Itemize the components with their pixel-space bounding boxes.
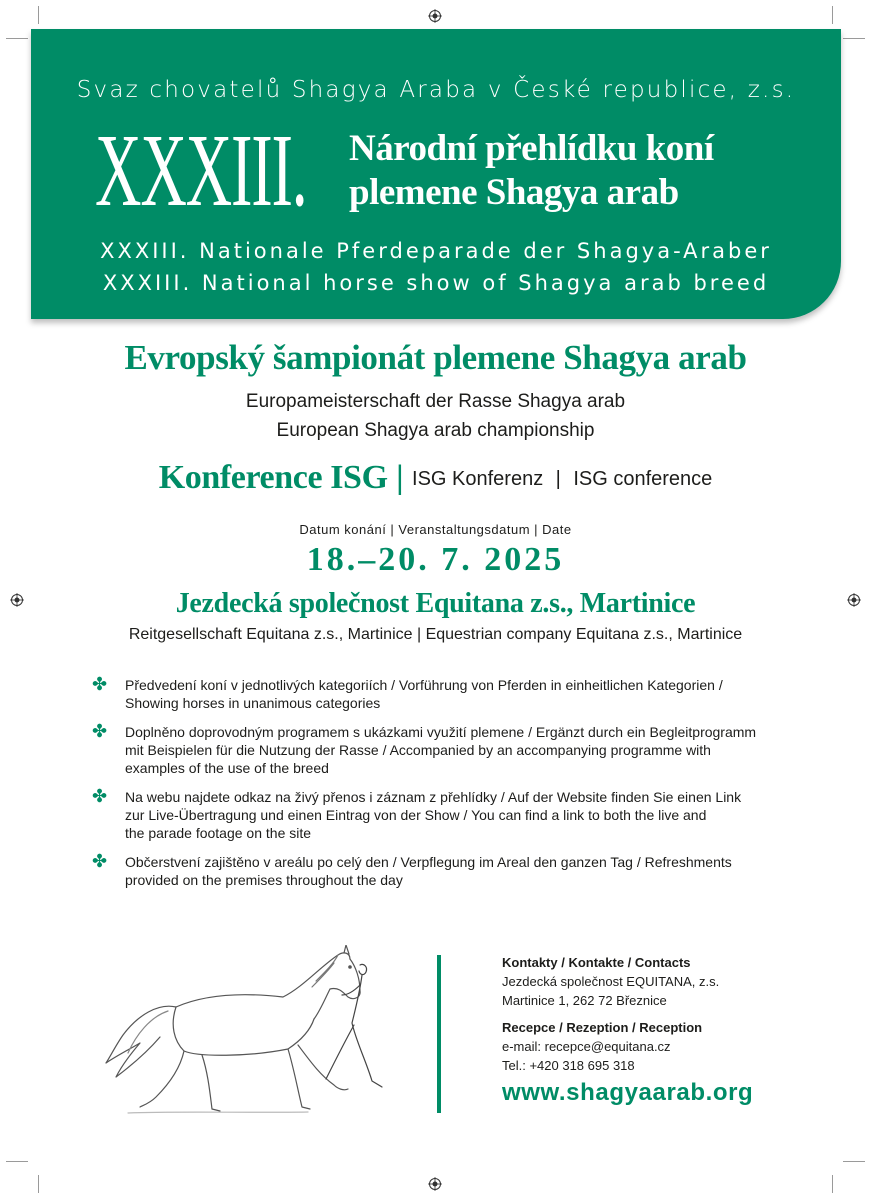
list-item-line: examples of the use of the breed	[125, 760, 329, 776]
conference-separator-small: |	[555, 468, 561, 490]
crop-mark	[6, 38, 28, 39]
list-item	[92, 723, 782, 777]
contacts-organization: Jezdecká společnost EQUITANA, z.s.	[502, 974, 720, 989]
crop-mark	[832, 6, 833, 24]
list-item-line: Doplněno doprovodným programem s ukázkami využití plemene / Ergänzt durch ein Begleitprogramm	[125, 724, 757, 740]
event-title-en: XXXIII. National horse show of Shagya arab breed	[102, 271, 770, 295]
website-link[interactable]: www.shagyaarab.org	[502, 1079, 754, 1106]
crop-mark	[38, 1175, 39, 1193]
crop-mark	[832, 1175, 833, 1193]
list-item-line: the parade footage on the site	[125, 825, 312, 841]
program-list	[92, 676, 782, 900]
clover-bullet-icon: ✤	[92, 786, 108, 806]
list-item	[92, 788, 782, 842]
organization-name: Svaz chovatelů Shagya Araba v České republice, z.s.	[76, 77, 796, 103]
conference-title-cz: Konference ISG	[158, 459, 388, 496]
horse-and-handler-illustration	[98, 945, 398, 1120]
clover-bullet-icon: ✤	[92, 674, 108, 694]
list-item	[92, 853, 782, 889]
championship-title-en: European Shagya arab championship	[276, 420, 595, 441]
header-banner	[31, 29, 841, 319]
contacts-heading: Kontakty / Kontakte / Contacts	[502, 955, 691, 970]
registration-mark-icon	[428, 9, 442, 23]
championship-title-de: Europameisterschaft der Rasse Shagya arab	[245, 391, 626, 412]
crop-mark	[843, 38, 865, 39]
event-title-line1: Národní přehlídku koní	[349, 128, 714, 169]
clover-bullet-icon: ✤	[92, 721, 108, 741]
event-date: 18.–20. 7. 2025	[306, 541, 565, 578]
reception-email[interactable]: e-mail: recepce@equitana.cz	[502, 1039, 671, 1054]
crop-mark	[38, 6, 39, 24]
list-item-line: Občerstvení zajištěno v areálu po celý den / Verpflegung im Areal den ganzen Tag / Refreshments	[125, 854, 732, 870]
contact-divider	[437, 955, 441, 1113]
reception-phone[interactable]: Tel.: +420 318 695 318	[502, 1058, 635, 1073]
clover-bullet-icon: ✤	[92, 851, 108, 871]
conference-title-en: ISG conference	[573, 468, 713, 490]
list-item	[92, 676, 782, 712]
crop-mark	[6, 1161, 28, 1162]
list-item-line: provided on the premises throughout the day	[125, 872, 403, 888]
list-item-line: mit Beispielen für die Nutzung der Rasse / Accompanied by an accompanying programme with	[125, 742, 711, 758]
venue-title: Jezdecká společnost Equitana z.s., Martinice	[175, 588, 696, 619]
contacts-block	[502, 953, 832, 1075]
list-item-line: zur Live-Übertragung und einen Eintrag von der Show / You can find a link to both the live and	[125, 807, 707, 823]
conference-separator: |	[396, 459, 404, 496]
date-label: Datum konání | Veranstaltungsdatum | Date	[299, 522, 572, 537]
conference-line	[0, 459, 871, 497]
conference-title-de: ISG Konferenz	[412, 468, 544, 490]
registration-mark-icon	[428, 1177, 442, 1191]
event-title-line2: plemene Shagya arab	[349, 172, 679, 213]
list-item-line: Showing horses in unanimous categories	[125, 695, 381, 711]
crop-mark	[843, 1161, 865, 1162]
event-title-cz	[349, 127, 714, 215]
list-item-line: Předvedení koní v jednotlivých kategoriích / Vorführung von Pferden in einheitlichen Kategorien /	[125, 677, 723, 693]
venue-subtitle: Reitgesellschaft Equitana z.s., Martinice | Equestrian company Equitana z.s., Martinice	[128, 626, 743, 643]
list-item-line: Na webu najdete odkaz na živý přenos i záznam z přehlídky / Auf der Website finden Sie einen Link	[125, 789, 742, 805]
championship-title-cz: Evropský šampionát plemene Shagya arab	[124, 338, 747, 377]
event-title-de: XXXIII. Nationale Pferdeparade der Shagya-Araber	[100, 239, 772, 263]
contacts-address: Martinice 1, 262 72 Březnice	[502, 993, 667, 1008]
reception-heading: Recepce / Rezeption / Reception	[502, 1020, 703, 1035]
edition-number: XXXIII.	[95, 113, 307, 228]
